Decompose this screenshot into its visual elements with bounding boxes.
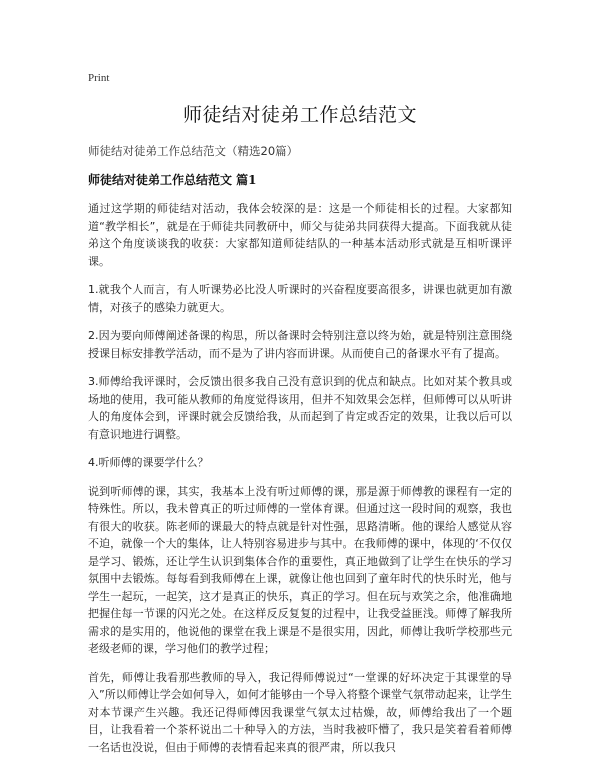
section-heading: 师徒结对徒弟工作总结范文 篇1 xyxy=(88,173,257,187)
document-subtitle: 师徒结对徒弟工作总结范文（精选20篇） xyxy=(88,144,299,158)
paragraph-point-4: 4.听师傅的课要学什么？ xyxy=(88,456,209,469)
paragraph-body-2: 首先，师傅让我看那些教师的导入，我记得师傅说过“一堂课的好坏决定于其课堂的导入”所以师傅让学会如何导入，如何才能够由一个导入将整个课堂气氛带动起来，让学生对本节课产生兴趣。我还记得师傅因我课堂气氛太过枯燥，故，师傅给我出了一个题目，让我看着一个茶杯说出二十种导入的方法，当时我被吓懵了，我只是笑着看着师傅一名话也没说，但由于师傅的表情看起来真的很严肃，所以我只 xyxy=(88,670,512,754)
document-title: 师徒结对徒弟工作总结范文 xyxy=(182,104,417,126)
paragraph-intro: 通过这学期的师徒结对活动，我体会较深的是：这是一个师徒相长的过程。大家都知道“教学相长”，就是在于师徒共同教研中，师父与徒弟共同获得大提高。下面我就从徒弟这个角度谈谈我的收获：大家都知道师徒结队的一种基本活动形式就是互相听课评课。 xyxy=(88,202,512,268)
paragraph-point-1: 1.就我个人而言，有人听课势必比没人听课时的兴奋程度要高很多，讲课也就更加有激情，对孩子的感染力就更大。 xyxy=(88,283,512,314)
paragraph-point-2: 2.因为要向师傅阐述备课的构思，所以备课时会特别注意以终为始，就是特别注意围绕授课目标安排教学活动，而不是为了讲内容而讲课。从而使自己的备课水平有了提高。 xyxy=(88,329,512,360)
paragraph-body-1: 说到听师傅的课，其实，我基本上没有听过师傅的课，那是源于师傅教的课程有一定的特殊性。所以，我未曾真正的听过师傅的一堂体育课。但通过这一段时间的观察，我也有很大的收获。陈老师的课最大的特点就是针对性强，思路清晰。他的课给人感觉从容不迫，就像一个大的集体，让人特别容易进步与其中。在我师傅的课中，体现的‘不仅仅是学习、锻炼，还让学生认识到集体合作的重要性，真正地做到了让学生在快乐的学习氛围中去锻炼。每每看到我师傅在上课，就像让他也回到了童年时代的快乐时光，他与学生一起玩，一起笑，这才是真正的快乐，真正的学习。但在玩与欢笑之余，他准确地把握住每一节课的闪光之处。在这样反反复复的过程中，让我受益匪浅。师傅了解我所需求的是实用的，他说他的课堂在我上课是不是很实用，因此，师傅让我听学校那些元老级老师的课，学习他们的教学过程； xyxy=(88,484,512,655)
print-label[interactable]: Print xyxy=(88,72,110,84)
paragraph-point-3: 3.师傅给我评课时，会反馈出很多我自己没有意识到的优点和缺点。比如对某个教具或场地的使用，我可能从教师的角度觉得该用，但并不知效果会怎样，但师傅可以从听讲人的角度体会到，评课时就会反馈给我，从而起到了肯定或否定的效果，让我以后可以有意识地进行调整。 xyxy=(88,375,512,441)
